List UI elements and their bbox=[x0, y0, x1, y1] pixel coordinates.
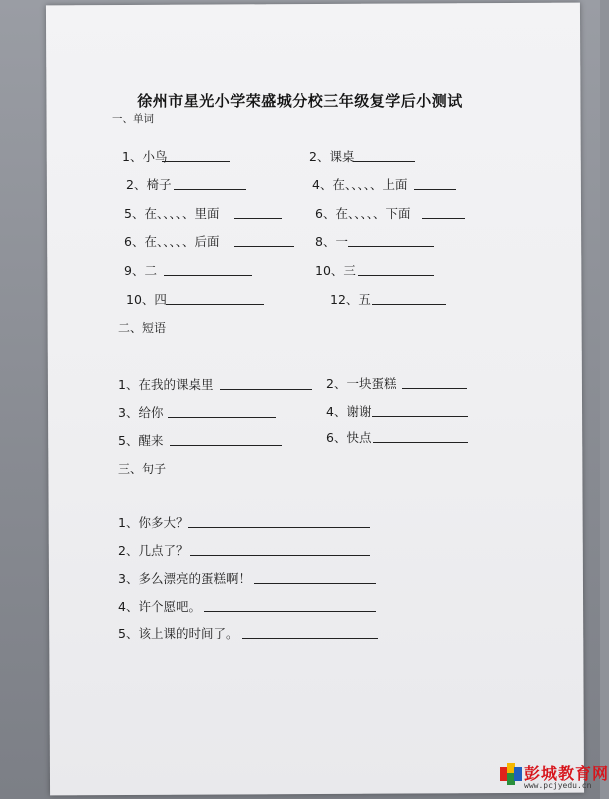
answer-blank[interactable] bbox=[188, 527, 370, 528]
answer-blank[interactable] bbox=[162, 161, 230, 162]
section-heading-sentences: 三、句子 bbox=[118, 462, 167, 476]
answer-blank[interactable] bbox=[220, 389, 312, 390]
answer-blank[interactable] bbox=[234, 246, 294, 247]
answer-blank[interactable] bbox=[254, 583, 376, 584]
sentence-item: 5、该上课的时间了。 bbox=[118, 626, 239, 641]
answer-blank[interactable] bbox=[358, 275, 434, 276]
word-item: 5、在、、、、、里面 bbox=[124, 206, 220, 221]
answer-blank[interactable] bbox=[170, 445, 282, 446]
word-item: 2、课桌 bbox=[309, 149, 355, 164]
answer-blank[interactable] bbox=[174, 189, 246, 190]
site-name: 彭城教育网 bbox=[524, 764, 609, 783]
answer-blank[interactable] bbox=[204, 611, 376, 612]
answer-blank[interactable] bbox=[372, 304, 446, 305]
site-logo-icon bbox=[500, 763, 522, 785]
word-item: 12、五 bbox=[330, 292, 371, 307]
answer-blank[interactable] bbox=[372, 416, 468, 417]
answer-blank[interactable] bbox=[373, 442, 468, 443]
answer-blank[interactable] bbox=[353, 161, 415, 162]
answer-blank[interactable] bbox=[422, 218, 465, 219]
section-heading-phrases: 二、短语 bbox=[118, 321, 167, 335]
watermark bbox=[500, 761, 609, 795]
word-item: 8、一 bbox=[315, 234, 348, 249]
phrase-item: 5、醒来 bbox=[118, 433, 164, 448]
answer-blank[interactable] bbox=[166, 304, 264, 305]
answer-blank[interactable] bbox=[242, 638, 378, 639]
answer-blank[interactable] bbox=[402, 388, 467, 389]
answer-blank[interactable] bbox=[414, 189, 456, 190]
sentence-item: 3、多么漂亮的蛋糕啊！ bbox=[118, 571, 251, 586]
word-item: 6、在、、、、、下面 bbox=[315, 206, 411, 221]
site-url: www.pcjyedu.cn bbox=[524, 781, 592, 790]
word-item: 4、在、、、、、上面 bbox=[312, 177, 408, 192]
word-item: 1、小鸟 bbox=[122, 149, 168, 164]
phrase-item: 2、一块蛋糕 bbox=[326, 376, 397, 391]
phrase-item: 6、快点 bbox=[326, 430, 372, 445]
sentence-item: 2、几点了？ bbox=[118, 543, 189, 558]
phrase-item: 1、在我的课桌里 bbox=[118, 377, 214, 392]
word-item: 9、二 bbox=[124, 263, 157, 278]
answer-blank[interactable] bbox=[190, 555, 370, 556]
sentence-item: 4、许个愿吧。 bbox=[118, 599, 201, 614]
word-item: 10、四 bbox=[126, 292, 167, 307]
phrase-item: 3、给你 bbox=[118, 405, 164, 420]
word-item: 10、三 bbox=[315, 263, 356, 278]
phrase-item: 4、谢谢 bbox=[326, 404, 372, 419]
section-heading-words: 一、单词 bbox=[112, 113, 154, 125]
word-item: 2、椅子 bbox=[126, 177, 172, 192]
word-item: 6、在、、、、、后面 bbox=[124, 234, 220, 249]
answer-blank[interactable] bbox=[348, 246, 434, 247]
page-title: 徐州市星光小学荣盛城分校三年级复学后小测试 bbox=[137, 92, 463, 110]
answer-blank[interactable] bbox=[164, 275, 252, 276]
answer-blank[interactable] bbox=[234, 218, 282, 219]
answer-blank[interactable] bbox=[168, 417, 276, 418]
sentence-item: 1、你多大？ bbox=[118, 515, 189, 530]
